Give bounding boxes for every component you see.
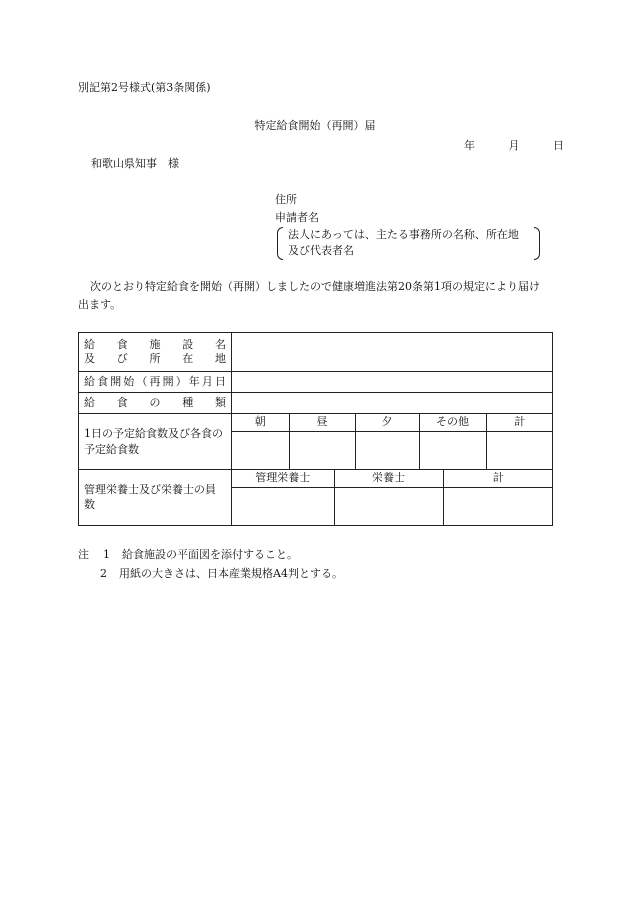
right-bracket [534,227,540,260]
staff-row [79,470,553,526]
corporate-note-bracket [277,227,540,260]
meal-count-grid [232,414,553,469]
note-item-2 [78,567,343,586]
staff-header-total: 計 [443,470,553,488]
meal-type-label: 給 食 の 種 類 [84,395,226,409]
meal-header-dinner: 夕 [355,414,419,432]
notes-prefix: 注 [78,548,89,561]
meal-value-other[interactable] [419,432,486,470]
planned-meals-label: 1日の予定給食数及び各食の予定給食数 [84,426,223,456]
staff-value-total[interactable] [443,488,553,526]
meal-type-row [79,393,553,414]
start-date-label-cell [79,372,232,393]
meal-type-value-cell[interactable] [232,393,553,414]
planned-meals-label-cell [79,414,232,470]
staff-count-grid [232,470,553,525]
start-date-value-cell[interactable] [232,372,553,393]
facility-row [79,333,553,372]
meal-header-lunch: 昼 [289,414,355,432]
notes-section [78,548,343,586]
corporate-note-line1: 法人にあっては、主たる事務所の名称、所在地 [288,228,519,241]
meal-value-dinner[interactable] [355,432,419,470]
staff-label-cell [79,470,232,526]
meal-header-breakfast: 朝 [232,414,289,432]
staff-value-registered-dietitian[interactable] [232,488,334,526]
staff-label: 管理栄養士及び栄養士の員数 [84,483,216,511]
staff-value-dietitian[interactable] [334,488,443,526]
meal-value-row [232,432,553,470]
facility-label-line2: 及 び 所 在 地 [84,352,226,365]
applicant-name-label: 申請者名 [275,211,319,224]
staff-header-dietitian: 栄養士 [334,470,443,488]
month-label: 月 [508,139,520,152]
planned-meals-grid-cell [232,414,553,470]
addressee: 和歌山県知事 様 [91,157,179,170]
notification-table [78,332,553,526]
applicant-block [275,193,319,229]
planned-meals-row [79,414,553,470]
staff-header-registered-dietitian: 管理栄養士 [232,470,334,488]
note-text: 用紙の大きさは、日本産業規格A4判とする。 [119,567,343,580]
meal-value-total[interactable] [486,432,553,470]
address-label: 住所 [275,193,297,206]
meal-value-lunch[interactable] [289,432,355,470]
day-label: 日 [553,139,564,152]
corporate-note-line2: 及び代表者名 [288,244,354,257]
staff-header-row [232,470,553,488]
meal-header-total: 計 [486,414,553,432]
start-date-row [79,372,553,393]
meal-header-row [232,414,553,432]
facility-value-cell[interactable] [232,333,553,372]
form-identifier: 別記第2号様式(第3条関係) [78,81,211,94]
staff-value-row [232,488,553,526]
facility-label-cell [79,333,232,372]
note-text: 給食施設の平面図を添付すること。 [122,548,298,561]
facility-label-line1: 給 食 施 設 名 [84,337,226,351]
body-paragraph: 次のとおり特定給食を開始（再開）しましたので健康増進法第20条第1項の規定により届け出ます。 [78,280,540,311]
year-label: 年 [464,139,475,152]
meal-value-breakfast[interactable] [232,432,289,470]
start-date-label: 給食開始（再開）年月日 [84,374,226,388]
document-title: 特定給食開始（再開）届 [254,119,376,132]
staff-grid-cell [232,470,553,526]
note-number: 1 [103,548,110,561]
date-line [464,139,564,153]
left-bracket [277,227,283,260]
meal-type-label-cell [79,393,232,414]
meal-header-other: その他 [419,414,486,432]
note-item-1 [78,548,343,567]
note-number: 2 [100,567,107,580]
